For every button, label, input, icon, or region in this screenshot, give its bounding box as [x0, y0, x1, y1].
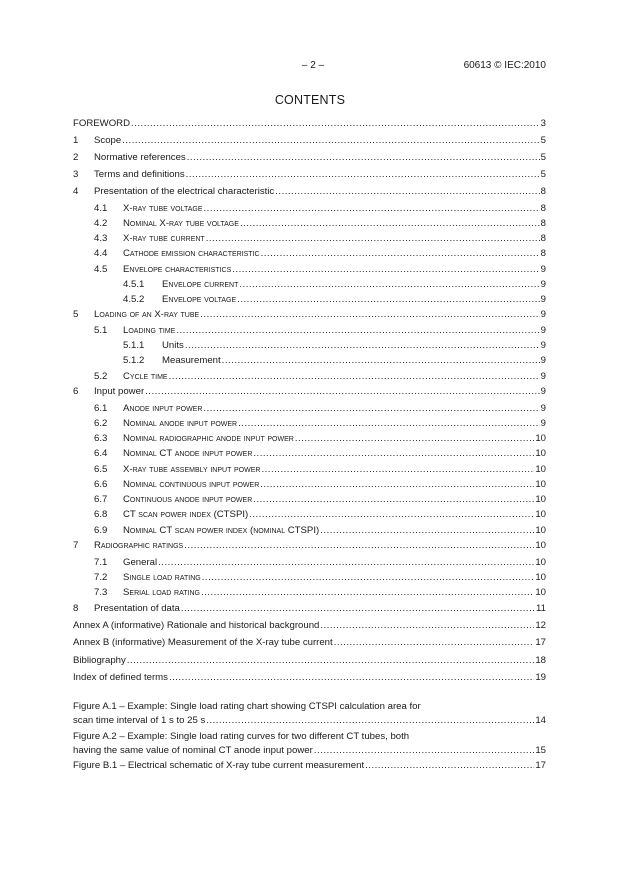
toc-entry[interactable]: 7.2 Single load rating ..... 10 — [73, 571, 546, 585]
toc-entry[interactable]: 6.6 Nominal continuous input power ..... 10 — [73, 478, 546, 492]
toc-entry[interactable]: 2 Normative references ..... 5 — [73, 151, 546, 165]
toc-entry[interactable]: Bibliography ..... 18 — [73, 654, 546, 668]
toc-entry[interactable]: Annex B (informative) Measurement of the X-ray tube current ..... 17 — [73, 636, 546, 650]
toc-entry[interactable]: 3 Terms and definitions ..... 5 — [73, 168, 546, 182]
toc-entry[interactable]: 4.5.1 Envelope current ..... 9 — [73, 278, 546, 292]
toc-entry[interactable]: Annex A (informative) Rationale and historical background ..... 12 — [73, 619, 546, 633]
toc-entry[interactable]: 4.5 Envelope characteristics ..... 9 — [73, 263, 546, 277]
toc-entry[interactable]: 6.9 Nominal CT scan power index (nominal CTSPI) ..... 10 — [73, 524, 546, 538]
toc-entry[interactable]: 6.3 Nominal radiographic anode input power ..... 10 — [73, 432, 546, 446]
toc-entry[interactable]: 6 Input power ..... 9 — [73, 385, 546, 399]
toc-entry[interactable]: 4.1 X-ray tube voltage ..... 8 — [73, 202, 546, 216]
toc-entry[interactable]: 7 Radiographic ratings ..... 10 — [73, 539, 546, 553]
toc-entry[interactable]: 5 Loading of an X-ray tube ..... 9 — [73, 308, 546, 322]
toc-entry[interactable]: 8 Presentation of data ..... 11 — [73, 602, 546, 616]
toc-entry[interactable]: 7.1 General ..... 10 — [73, 556, 546, 570]
contents-title: CONTENTS — [274, 93, 346, 107]
toc-entry[interactable]: 6.7 Continuous anode input power ..... 10 — [73, 493, 546, 507]
toc-entry[interactable]: 4.5.2 Envelope voltage ..... 9 — [73, 293, 546, 307]
table-of-contents — [73, 117, 546, 690]
figure-entry[interactable]: Figure B.1 – Electrical schematic of X-ray tube current measurement ..... 17 — [73, 759, 546, 773]
document-reference: 60613 © IEC:2010 — [463, 60, 546, 71]
toc-entry[interactable]: 4 Presentation of the electrical characteristic ..... 8 — [73, 185, 546, 199]
toc-entry[interactable]: 6.4 Nominal CT anode input power ..... 10 — [73, 447, 546, 461]
toc-entry[interactable]: 5.1.1 Units ..... 9 — [73, 339, 546, 353]
toc-entry[interactable]: 5.1 Loading time ..... 9 — [73, 324, 546, 338]
toc-entry[interactable]: 6.2 Nominal anode input power ..... 9 — [73, 417, 546, 431]
toc-entry[interactable]: 5.2 Cycle time ..... 9 — [73, 370, 546, 384]
toc-entry[interactable]: 1 Scope ..... 5 — [73, 134, 546, 148]
page-number: – 2 – — [301, 60, 325, 71]
toc-entry[interactable]: FOREWORD ..... 3 — [73, 117, 546, 131]
toc-entry[interactable]: 6.1 Anode input power ..... 9 — [73, 402, 546, 416]
toc-entry[interactable]: 4.3 X-ray tube current ..... 8 — [73, 232, 546, 246]
toc-entry[interactable]: 6.5 X-ray tube assembly input power ..... 10 — [73, 463, 546, 477]
list-of-figures — [73, 700, 546, 780]
toc-entry[interactable]: 6.8 CT scan power index (CTSPI) ..... 10 — [73, 508, 546, 522]
toc-entry[interactable]: 4.4 Cathode emission characteristic ..... 8 — [73, 247, 546, 261]
toc-entry[interactable]: Index of defined terms ..... 19 — [73, 671, 546, 685]
figure-entry[interactable]: Figure A.2 – Example: Single load rating curves for two different CT tubes, both having the same value of nominal CT anode input power ..... 15 — [73, 730, 546, 758]
toc-entry[interactable]: 4.2 Nominal X-ray tube voltage ..... 8 — [73, 217, 546, 231]
toc-entry[interactable]: 7.3 Serial load rating ..... 10 — [73, 586, 546, 600]
figure-entry[interactable]: Figure A.1 – Example: Single load rating chart showing CTSPI calculation area for scan time interval of 1 s to 25 s ..... 14 — [73, 700, 546, 728]
toc-entry[interactable]: 5.1.2 Measurement ..... 9 — [73, 354, 546, 368]
